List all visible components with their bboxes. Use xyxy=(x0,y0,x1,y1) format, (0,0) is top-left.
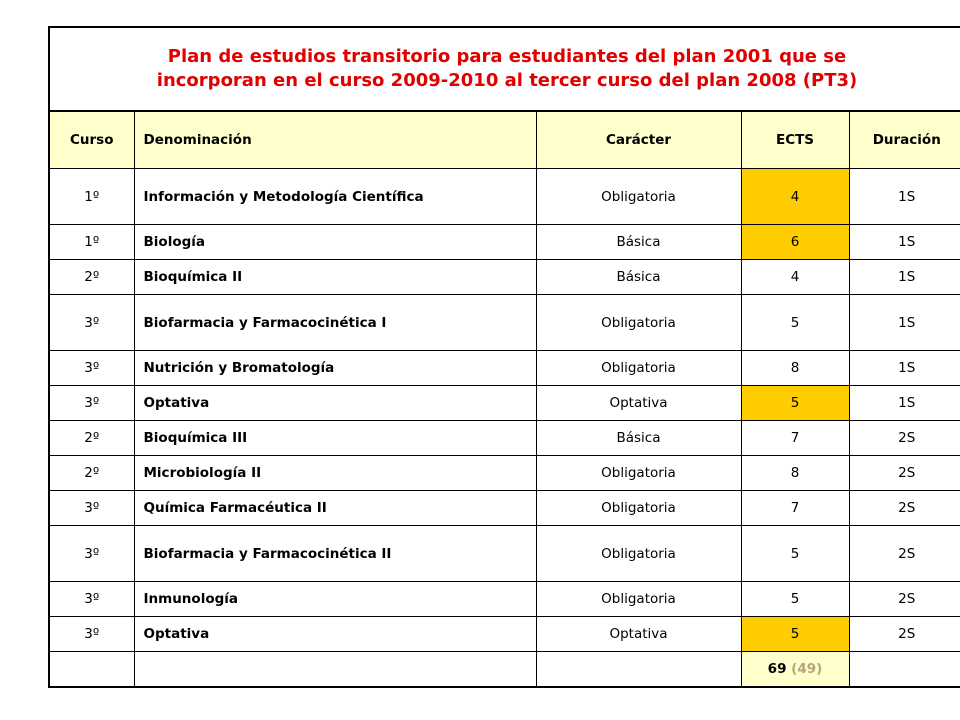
cell-duracion: 2S xyxy=(849,526,960,582)
table-row xyxy=(49,260,960,295)
table-row xyxy=(49,386,960,421)
total-ects-value: 69 xyxy=(767,661,787,677)
table-row xyxy=(49,491,960,526)
column-header-denominacion: Denominación xyxy=(134,111,536,169)
cell-ects: 5 xyxy=(741,386,849,421)
table-header-row xyxy=(49,111,960,169)
cell-curso: 3º xyxy=(49,526,134,582)
cell-curso: 2º xyxy=(49,260,134,295)
cell-curso: 3º xyxy=(49,351,134,386)
total-row xyxy=(49,652,960,688)
cell-ects: 6 xyxy=(741,225,849,260)
table-row xyxy=(49,582,960,617)
table-row xyxy=(49,421,960,456)
cell-duracion: 2S xyxy=(849,617,960,652)
cell-caracter: Obligatoria xyxy=(536,295,741,351)
cell-caracter: Obligatoria xyxy=(536,526,741,582)
cell-duracion: 2S xyxy=(849,491,960,526)
cell-curso: 1º xyxy=(49,225,134,260)
cell-ects: 5 xyxy=(741,582,849,617)
table-row xyxy=(49,526,960,582)
cell-curso: 3º xyxy=(49,386,134,421)
cell-curso: 3º xyxy=(49,617,134,652)
cell-caracter: Básica xyxy=(536,421,741,456)
table-row xyxy=(49,617,960,652)
column-header-curso: Curso xyxy=(49,111,134,169)
cell-caracter: Obligatoria xyxy=(536,582,741,617)
table-row xyxy=(49,225,960,260)
table-row xyxy=(49,456,960,491)
cell-curso: 3º xyxy=(49,491,134,526)
table-row xyxy=(49,169,960,225)
cell-denominacion: Bioquímica II xyxy=(134,260,536,295)
table-row xyxy=(49,351,960,386)
cell-caracter: Básica xyxy=(536,225,741,260)
plan-title-line-2: incorporan en el curso 2009-2010 al tercer curso del plan 2008 (PT3) xyxy=(156,70,858,91)
plan-title xyxy=(49,27,960,111)
plan-title-line-1: Plan de estudios transitorio para estudiantes del plan 2001 que se xyxy=(167,46,847,67)
cell-curso: 3º xyxy=(49,295,134,351)
study-plan-table xyxy=(48,26,960,688)
total-ects-paren: (49) xyxy=(791,661,823,677)
cell-duracion: 2S xyxy=(849,582,960,617)
cell-duracion: 1S xyxy=(849,260,960,295)
cell-ects: 8 xyxy=(741,456,849,491)
cell-denominacion: Optativa xyxy=(134,386,536,421)
cell-ects: 4 xyxy=(741,260,849,295)
table-row xyxy=(49,295,960,351)
cell-caracter: Básica xyxy=(536,260,741,295)
cell-denominacion: Información y Metodología Científica xyxy=(134,169,536,225)
cell-denominacion: Nutrición y Bromatología xyxy=(134,351,536,386)
total-empty-cell xyxy=(536,652,741,688)
column-header-duracion: Duración xyxy=(849,111,960,169)
cell-denominacion: Microbiología II xyxy=(134,456,536,491)
cell-duracion: 2S xyxy=(849,456,960,491)
cell-denominacion: Química Farmacéutica II xyxy=(134,491,536,526)
cell-duracion: 1S xyxy=(849,225,960,260)
cell-caracter: Optativa xyxy=(536,617,741,652)
cell-curso: 2º xyxy=(49,456,134,491)
cell-ects: 4 xyxy=(741,169,849,225)
cell-caracter: Obligatoria xyxy=(536,456,741,491)
cell-curso: 3º xyxy=(49,582,134,617)
cell-denominacion: Biología xyxy=(134,225,536,260)
cell-caracter: Optativa xyxy=(536,386,741,421)
total-empty-cell xyxy=(849,652,960,688)
cell-denominacion: Biofarmacia y Farmacocinética I xyxy=(134,295,536,351)
cell-denominacion: Optativa xyxy=(134,617,536,652)
cell-duracion: 1S xyxy=(849,386,960,421)
column-header-ects: ECTS xyxy=(741,111,849,169)
total-empty-cell xyxy=(49,652,134,688)
cell-denominacion: Bioquímica III xyxy=(134,421,536,456)
cell-ects: 7 xyxy=(741,491,849,526)
cell-curso: 1º xyxy=(49,169,134,225)
cell-ects: 7 xyxy=(741,421,849,456)
cell-denominacion: Inmunología xyxy=(134,582,536,617)
cell-ects: 8 xyxy=(741,351,849,386)
cell-caracter: Obligatoria xyxy=(536,169,741,225)
cell-ects: 5 xyxy=(741,617,849,652)
total-empty-cell xyxy=(134,652,536,688)
cell-ects: 5 xyxy=(741,526,849,582)
cell-ects: 5 xyxy=(741,295,849,351)
column-header-caracter: Carácter xyxy=(536,111,741,169)
cell-duracion: 1S xyxy=(849,351,960,386)
cell-duracion: 1S xyxy=(849,169,960,225)
cell-denominacion: Biofarmacia y Farmacocinética II xyxy=(134,526,536,582)
cell-curso: 2º xyxy=(49,421,134,456)
total-ects-cell xyxy=(741,652,849,688)
cell-caracter: Obligatoria xyxy=(536,491,741,526)
cell-caracter: Obligatoria xyxy=(536,351,741,386)
cell-duracion: 1S xyxy=(849,295,960,351)
cell-duracion: 2S xyxy=(849,421,960,456)
